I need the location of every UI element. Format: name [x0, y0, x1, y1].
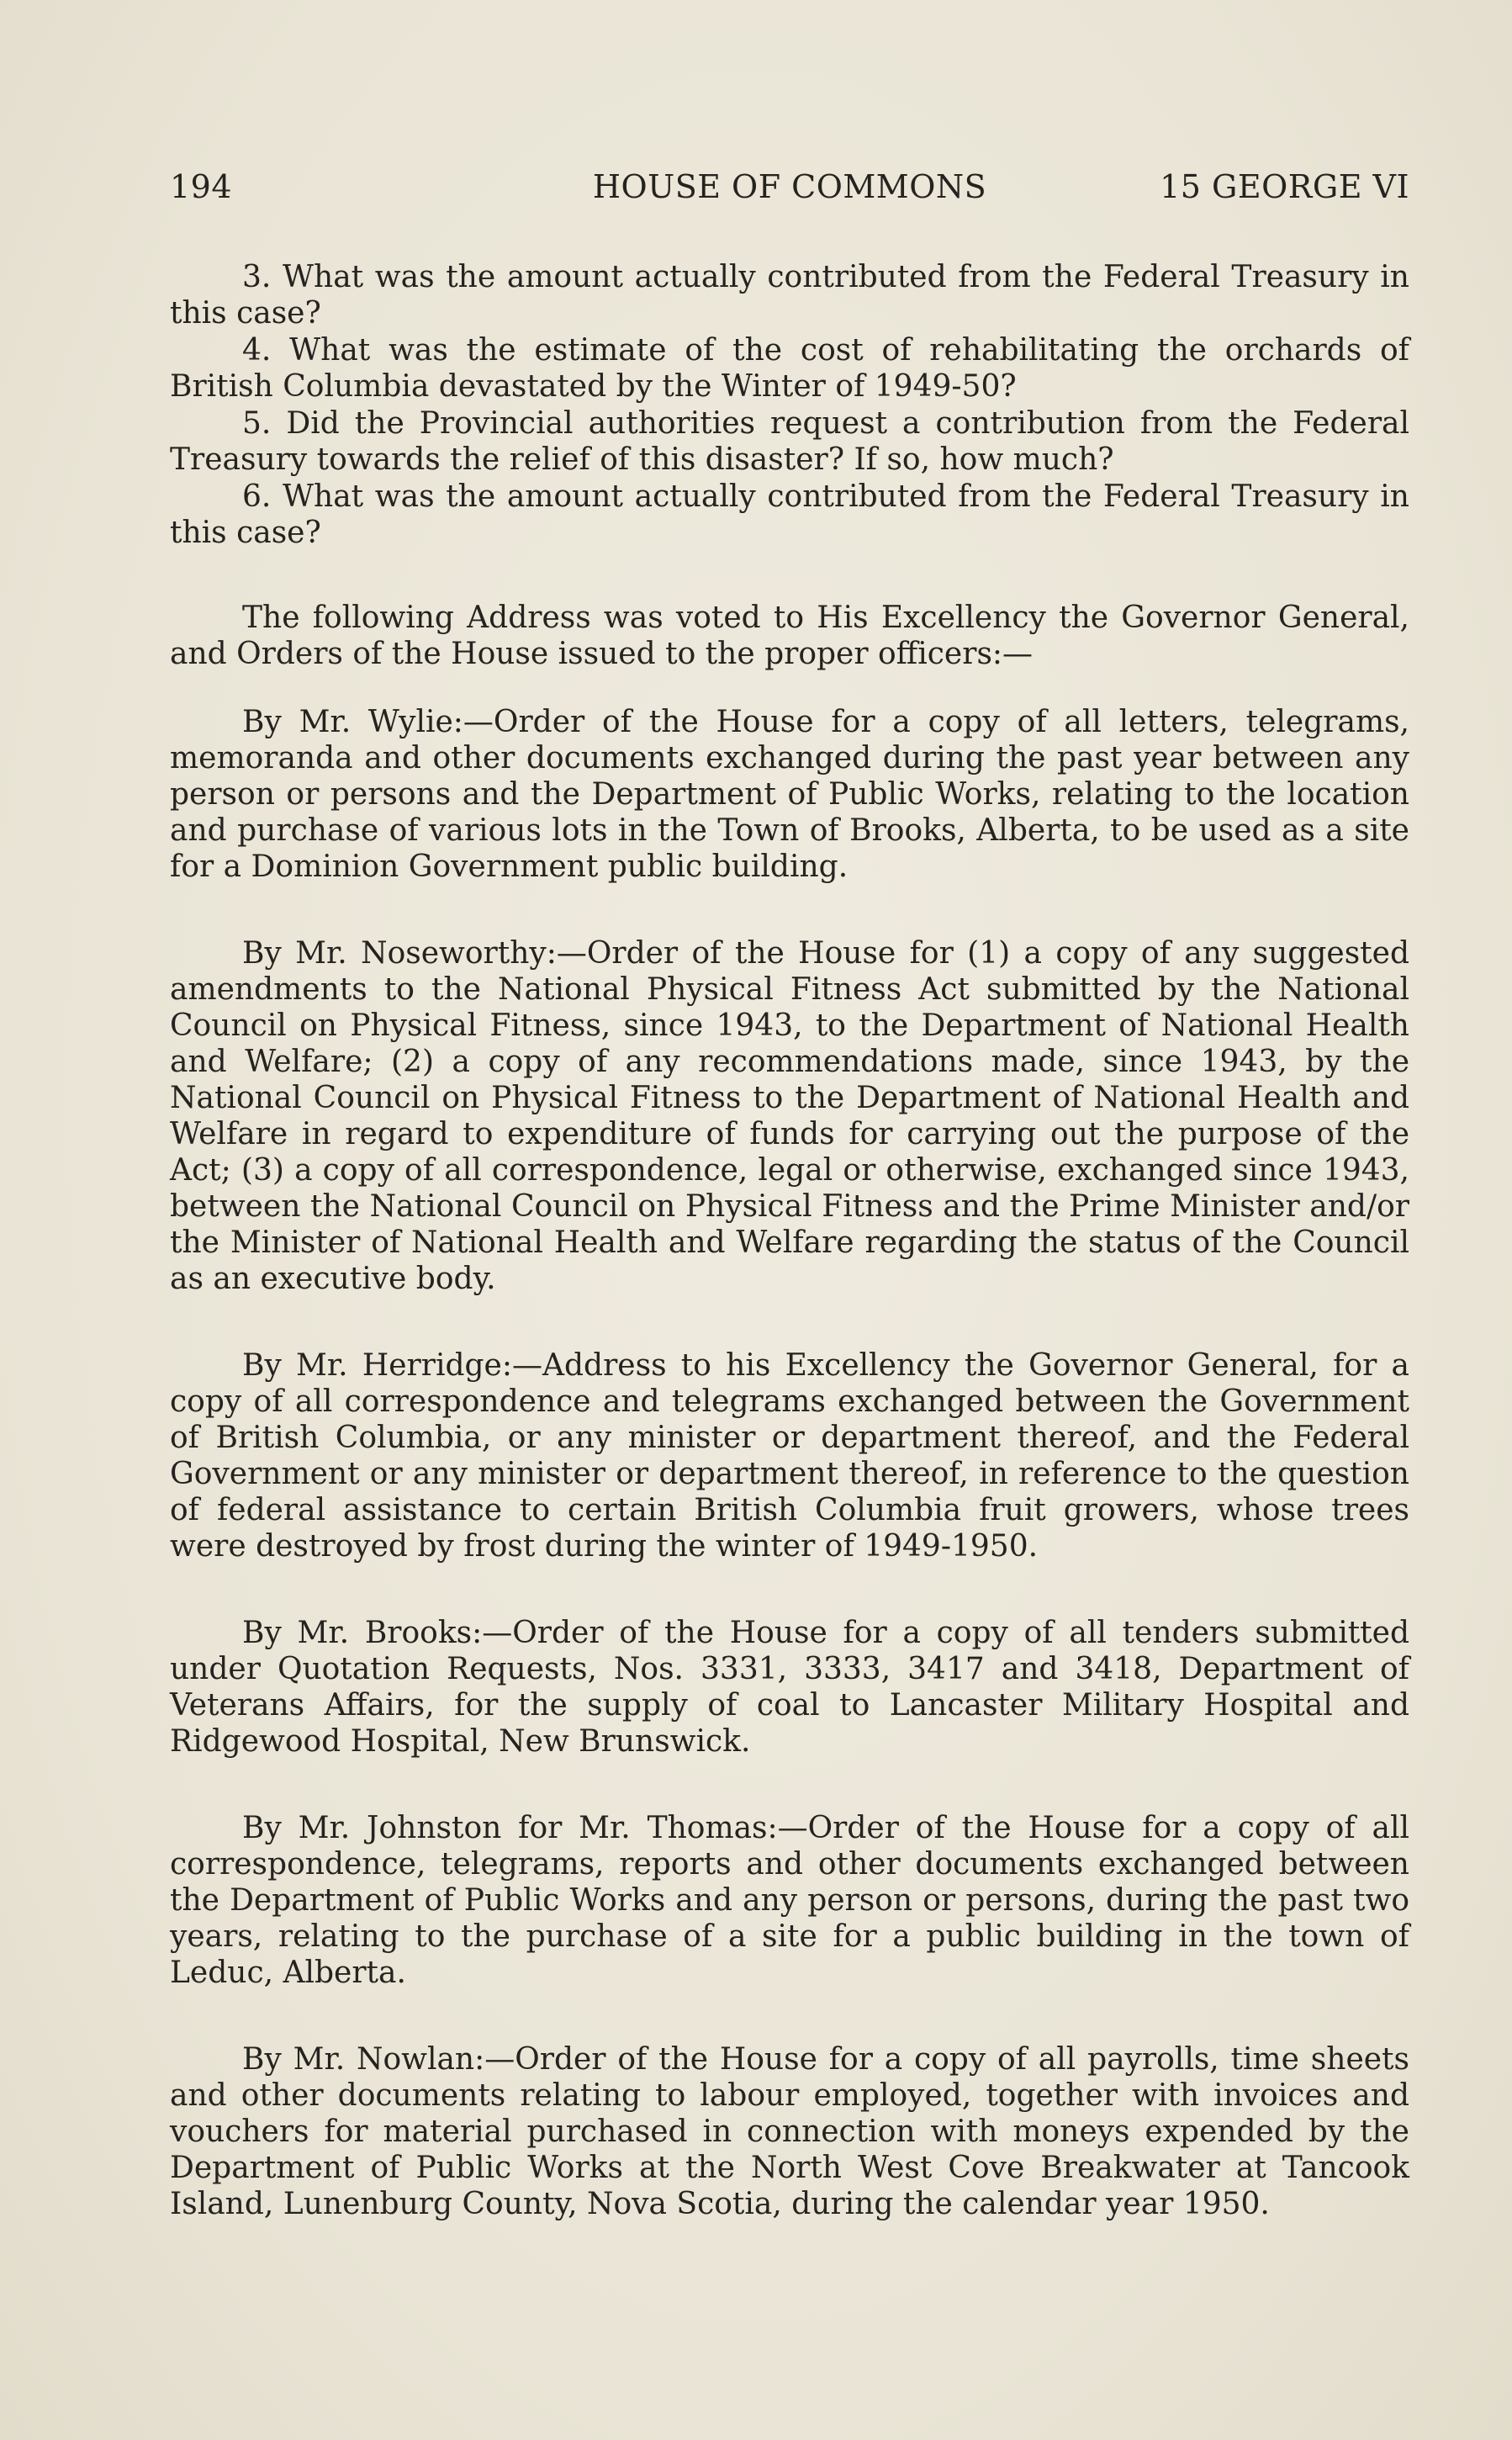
page-body [170, 259, 1409, 2222]
order-johnston-thomas: By Mr. Johnston for Mr. Thomas:—Order of the House for a copy of all correspondence, telegrams, reports and other documents exchanged between the Department of Public Works and any person or persons, during the past two years, relating to the purchase of a site for a public building in the town of Leduc, Alberta. [170, 1811, 1409, 1990]
page-number: 194 [170, 168, 233, 205]
question-4: 4. What was the estimate of the cost of rehabilitating the orchards of British Columbia devastated by the Winter of 1949-50? [170, 333, 1409, 404]
regnal-year: 15 GEORGE VI [1160, 168, 1409, 205]
order-wylie: By Mr. Wylie:—Order of the House for a copy of all letters, telegrams, memoranda and other documents exchanged during the past year between any person or persons and the Department of Public Works, relating to the location and purchase of various lots in the Town of Brooks, Alberta, to be used as a site for a Dominion Government public building. [170, 705, 1409, 884]
order-brooks: By Mr. Brooks:—Order of the House for a copy of all tenders submitted under Quotation Requests, Nos. 3331, 3333, 3417 and 3418, Department of Veterans Affairs, for the supply of coal to Lancaster Military Hospital and Ridgewood Hospital, New Brunswick. [170, 1616, 1409, 1759]
running-title: HOUSE OF COMMONS [592, 168, 987, 205]
question-5: 5. Did the Provincial authorities request a contribution from the Federal Treasury towards the relief of this disaster? If so, how much? [170, 406, 1409, 477]
order-noseworthy: By Mr. Noseworthy:—Order of the House for (1) a copy of any suggested amendments to the National Physical Fitness Act submitted by the National Council on Physical Fitness, since 1943, to the Department of National Health and Welfare; (2) a copy of any recommendations made, since 1943, by the National Council on Physical Fitness to the Department of National Health and Welfare in regard to expenditure of funds for carrying out the purpose of the Act; (3) a copy of all correspondence, legal or otherwise, exchanged since 1943, between the National Council on Physical Fitness and the Prime Minister and/or the Minister of National Health and Welfare regarding the status of the Council as an executive body. [170, 936, 1409, 1296]
address-intro: The following Address was voted to His Excellency the Governor General, and Orders of the House issued to the proper officers:— [170, 601, 1409, 671]
question-6: 6. What was the amount actually contributed from the Federal Treasury in this case? [170, 479, 1409, 550]
address-herridge: By Mr. Herridge:—Address to his Excellency the Governor General, for a copy of all correspondence and telegrams exchanged between the Government of British Columbia, or any minister or department thereof, and the Federal Government or any minister or department thereof, in reference to the question of federal assistance to certain British Columbia fruit growers, whose trees were destroyed by frost during the winter of 1949-1950. [170, 1348, 1409, 1564]
question-3: 3. What was the amount actually contributed from the Federal Treasury in this case? [170, 260, 1409, 331]
page-header [170, 168, 1409, 210]
order-nowlan: By Mr. Nowlan:—Order of the House for a copy of all payrolls, time sheets and other documents relating to labour employed, together with invoices and vouchers for material purchased in connection with moneys expended by the Department of Public Works at the North West Cove Breakwater at Tancook Island, Lunenburg County, Nova Scotia, during the calendar year 1950. [170, 2042, 1409, 2221]
